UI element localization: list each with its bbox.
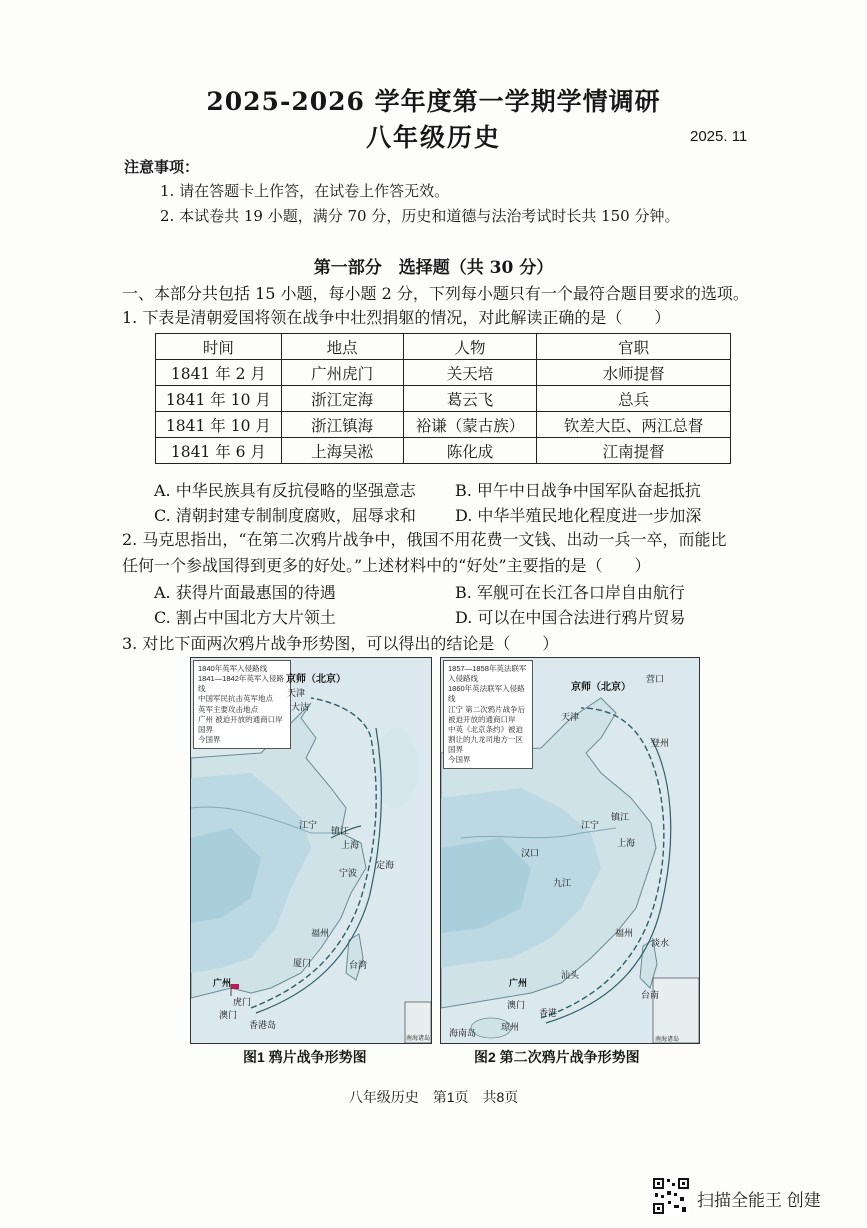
map1-label-shanghai: 上海 — [341, 840, 360, 850]
q2-option-d[interactable]: D. 可以在中国合法进行鸦片贸易 — [455, 608, 686, 627]
part1-title: 第一部分 选择题（共 30 分） — [313, 258, 554, 278]
table-cell: 水师提督 — [537, 360, 731, 386]
map2-label-fuzhou: 福州 — [615, 928, 634, 938]
q2-option-c[interactable]: C. 割占中国北方大片领土 — [154, 608, 336, 627]
q1-option-b[interactable]: B. 甲午中日战争中国军队奋起抵抗 — [455, 481, 701, 500]
table-cell: 葛云飞 — [403, 386, 537, 412]
scanner-watermark: 扫描全能王 创建 — [697, 1191, 821, 1210]
map2-label-south-sea: 南海诸岛 — [655, 1037, 680, 1043]
table-row — [156, 438, 731, 464]
header-cell: 人物 — [403, 334, 537, 360]
legend-item: 1857—1858年英法联军入侵路线 — [448, 664, 527, 684]
table-cell: 总兵 — [537, 386, 731, 412]
map1-label-fuzhou: 福州 — [311, 928, 330, 938]
map2-label-capital: 京师（北京） — [571, 682, 631, 693]
map1-label-tianjin: 天津 — [287, 688, 306, 698]
q1-stem: 1. 下表是清朝爱国将领在战争中壮烈捐躯的情况，对此解读正确的是（ ） — [122, 308, 671, 327]
notice-label: 注意事项： — [124, 158, 200, 176]
table-cell: 1841 年 2 月 — [156, 360, 282, 386]
map2-caption: 图2 第二次鸦片战争形势图 — [474, 1049, 640, 1065]
legend-item: 今国界 — [448, 755, 471, 765]
map1-label-taiwan: 台湾 — [349, 960, 368, 970]
q1-option-d[interactable]: D. 中华半殖民地化程度进一步加深 — [455, 506, 702, 525]
notice-item-2: 2. 本试卷共 19 小题，满分 70 分，历史和道德与法治考试时长共 150 分钟。 — [160, 207, 680, 225]
table-cell: 1841 年 10 月 — [156, 412, 282, 438]
legend-item: 1841—1842年英军入侵路线 — [198, 674, 284, 694]
q2-stem-line2: 任何一个参战国得到更多的好处。”上述材料中的“好处”主要指的是（ ） — [122, 556, 651, 575]
legend-item: 中英《北京条约》被迫割让的九龙司地方一区 — [448, 724, 523, 744]
map2-label-jiujiang: 九江 — [553, 878, 572, 888]
table-header-row — [156, 334, 731, 360]
legend-item: 广州 被迫开放的通商口岸 — [198, 714, 283, 724]
map2-label-yingkou: 营口 — [646, 674, 665, 684]
table-cell: 关天培 — [403, 360, 537, 386]
map1-label-zhenjiang: 镇江 — [331, 826, 350, 836]
map1-caption: 图1 鸦片战争形势图 — [243, 1049, 367, 1065]
page-footer: 八年级历史 第1页 共8页 — [348, 1089, 519, 1105]
map1-label-ningbo: 宁波 — [339, 868, 358, 878]
table-cell: 上海吴淞 — [281, 438, 403, 464]
map1-label-xiamen: 厦门 — [293, 958, 312, 968]
map1-label-aomen: 澳门 — [219, 1010, 238, 1020]
map1-legend — [193, 660, 291, 749]
legend-item: 1860年英法联军入侵路线 — [448, 684, 525, 704]
exam-subject: 八年级历史 — [365, 123, 501, 152]
q2-option-b[interactable]: B. 军舰可在长江各口岸自由航行 — [455, 583, 685, 602]
map2-label-zhenjiang: 镇江 — [611, 812, 630, 822]
map2-label-tainan: 台南 — [641, 990, 660, 1000]
map1-label-hongkong: 香港岛 — [249, 1020, 277, 1030]
map1-label-humen: 虎门 — [233, 997, 252, 1007]
map2-label-shanghai: 上海 — [617, 838, 636, 848]
header-cell: 官职 — [537, 334, 731, 360]
map1-label-south-sea: 南海诸岛 — [406, 1036, 431, 1042]
map1-label-capital: 京师（北京） — [286, 674, 346, 685]
table-cell: 江南提督 — [537, 438, 731, 464]
part1-instruction: 一、本部分共包括 15 小题，每小题 2 分，下列每小题只有一个最符合题目要求的选项。 — [122, 284, 749, 303]
map1-label-guangzhou: 广州 — [213, 978, 232, 988]
q2-option-a[interactable]: A. 获得片面最惠国的待遇 — [154, 583, 336, 602]
map2-label-hankou: 汉口 — [521, 848, 540, 858]
map2-label-hongkong: 香港 — [539, 1008, 558, 1018]
map1-label-dagu: 大沽 — [291, 702, 310, 712]
table-cell: 1841 年 6 月 — [156, 438, 282, 464]
map2-label-danshui: 淡水 — [651, 938, 670, 948]
legend-item: 中国军民抗击英军地点 — [198, 694, 273, 704]
table-cell: 浙江定海 — [281, 386, 403, 412]
table-cell: 1841 年 10 月 — [156, 386, 282, 412]
legend-item: 江宁 第二次鸦片战争后被迫开放的通商口岸 — [448, 704, 526, 724]
header-cell: 时间 — [156, 334, 282, 360]
table-cell: 浙江镇海 — [281, 412, 403, 438]
map2-label-aomen: 澳门 — [507, 1000, 526, 1010]
table-cell: 广州虎门 — [281, 360, 403, 386]
exam-date: 2025. 11 — [690, 128, 748, 145]
q1-option-c[interactable]: C. 清朝封建专制制度腐败，屈辱求和 — [154, 506, 416, 525]
notice-item-1: 1. 请在答题卡上作答，在试卷上作答无效。 — [160, 182, 450, 200]
map2-label-hainan: 海南岛 — [449, 1028, 477, 1038]
legend-item: 1840年英军入侵路线 — [198, 664, 268, 673]
map2-label-dengzhou: 登州 — [651, 738, 670, 748]
qr-code-icon — [652, 1177, 690, 1215]
map-opium-war — [190, 657, 432, 1044]
map2-label-qiongzhou: 琼州 — [501, 1022, 520, 1032]
table-row — [156, 386, 731, 412]
q2-stem-line1: 2. 马克思指出，“在第二次鸦片战争中，俄国不用花费一文钱、出动一兵一卒，而能比 — [122, 530, 727, 549]
map-second-opium-war — [440, 657, 700, 1044]
map2-label-shantou: 汕头 — [561, 970, 580, 980]
map2-label-guangzhou: 广州 — [509, 978, 528, 988]
q1-table — [155, 333, 731, 464]
exam-title: 2025-2026 学年度第一学期学情调研 — [206, 87, 661, 116]
table-row — [156, 360, 731, 386]
legend-item: 国界 — [448, 745, 463, 754]
legend-item: 英军主要攻击地点 — [198, 704, 258, 714]
map1-label-dinghai: 定海 — [376, 860, 395, 870]
map2-legend — [443, 660, 533, 769]
table-row — [156, 412, 731, 438]
q1-option-a[interactable]: A. 中华民族具有反抗侵略的坚强意志 — [154, 481, 416, 500]
table-cell: 陈化成 — [403, 438, 537, 464]
map1-label-jiangning: 江宁 — [299, 820, 318, 830]
header-cell: 地点 — [281, 334, 403, 360]
q3-stem: 3. 对比下面两次鸦片战争形势图，可以得出的结论是（ ） — [122, 634, 559, 653]
table-cell: 钦差大臣、两江总督 — [537, 412, 731, 438]
legend-item: 今国界 — [198, 734, 221, 744]
map2-label-tianjin: 天津 — [561, 712, 580, 722]
table-cell: 裕谦（蒙古族） — [403, 412, 537, 438]
legend-item: 国界 — [198, 724, 213, 734]
map2-label-jiangning: 江宁 — [581, 820, 600, 830]
